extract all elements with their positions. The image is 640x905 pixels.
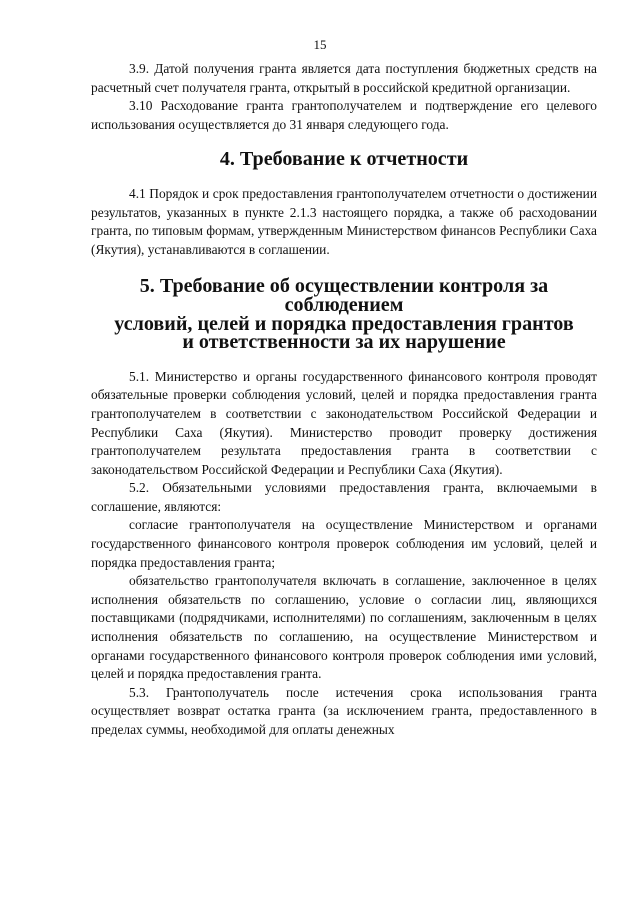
section-5-heading-line: и ответственности за их нарушение: [182, 331, 506, 354]
section-5-heading-line: 5. Требование об осуществлении контроля за соблюдением: [139, 275, 549, 316]
paragraph-5-3: 5.3. Грантополучатель после истечения срока использования гранта осуществляет возврат остатка гранта (за исключением гранта, предоставленного в пределах суммы, необходимой для оплаты денежных: [91, 684, 597, 737]
section-5-heading-line: условий, целей и порядка предоставления грантов: [114, 312, 574, 335]
section-5-heading: [91, 275, 597, 354]
document-body: [91, 60, 597, 740]
paragraph-5-2-consent: согласие грантополучателя на осуществление Министерством и органами государственного финансового контроля проверок соблюдения им условий, целей и порядка предоставления гранта;: [91, 517, 597, 570]
paragraph-5-2-obligation: обязательство грантополучателя включать в соглашение, заключенное в целях исполнения обязательств по соглашению, условие о согласии лиц, являющихся поставщиками (подрядчиками, исполнителями) по соглашениям, заключенным в целях исполнения обязательств по соглашению, на осуществление Министерством и органами государственного финансового контроля проверок соблюдения ими условий, целей и порядка предоставления гранта.: [91, 573, 597, 682]
paragraph-5-2: 5.2. Обязательными условиями предоставления гранта, включаемыми в соглашение, являются:: [91, 480, 597, 514]
page-number: 15: [313, 37, 327, 52]
paragraph-3-10: 3.10 Расходование гранта грантополучателем и подтверждение его целевого использования осуществляется до 31 января следующего года.: [91, 98, 597, 132]
paragraph-4-1: 4.1 Порядок и срок предоставления грантополучателем отчетности о достижении результатов, указанных в пункте 2.1.3 настоящего порядка, а также об расходовании гранта, по типовым формам, утвержденным Министерством финансов Республики Саха (Якутия), устанавливаются в соглашении.: [91, 185, 597, 257]
section-4-heading: 4. Требование к отчетности: [219, 148, 469, 171]
paragraph-3-9: 3.9. Датой получения гранта является дата поступления бюджетных средств на расчетный счет получателя гранта, открытый в российской кредитной организации.: [91, 61, 597, 95]
paragraph-5-1: 5.1. Министерство и органы государственного финансового контроля проводят обязательные проверки соблюдения условий, целей и порядка предоставления гранта грантополучателем в соответствии с законодательством Российской Федерации и Республики Саха (Якутия). Министерство проводит проверку достижения грантополучателем результата предоставления гранта в соответствии с законодательством Российской Федерации и Республики Саха (Якутия).: [91, 368, 597, 477]
